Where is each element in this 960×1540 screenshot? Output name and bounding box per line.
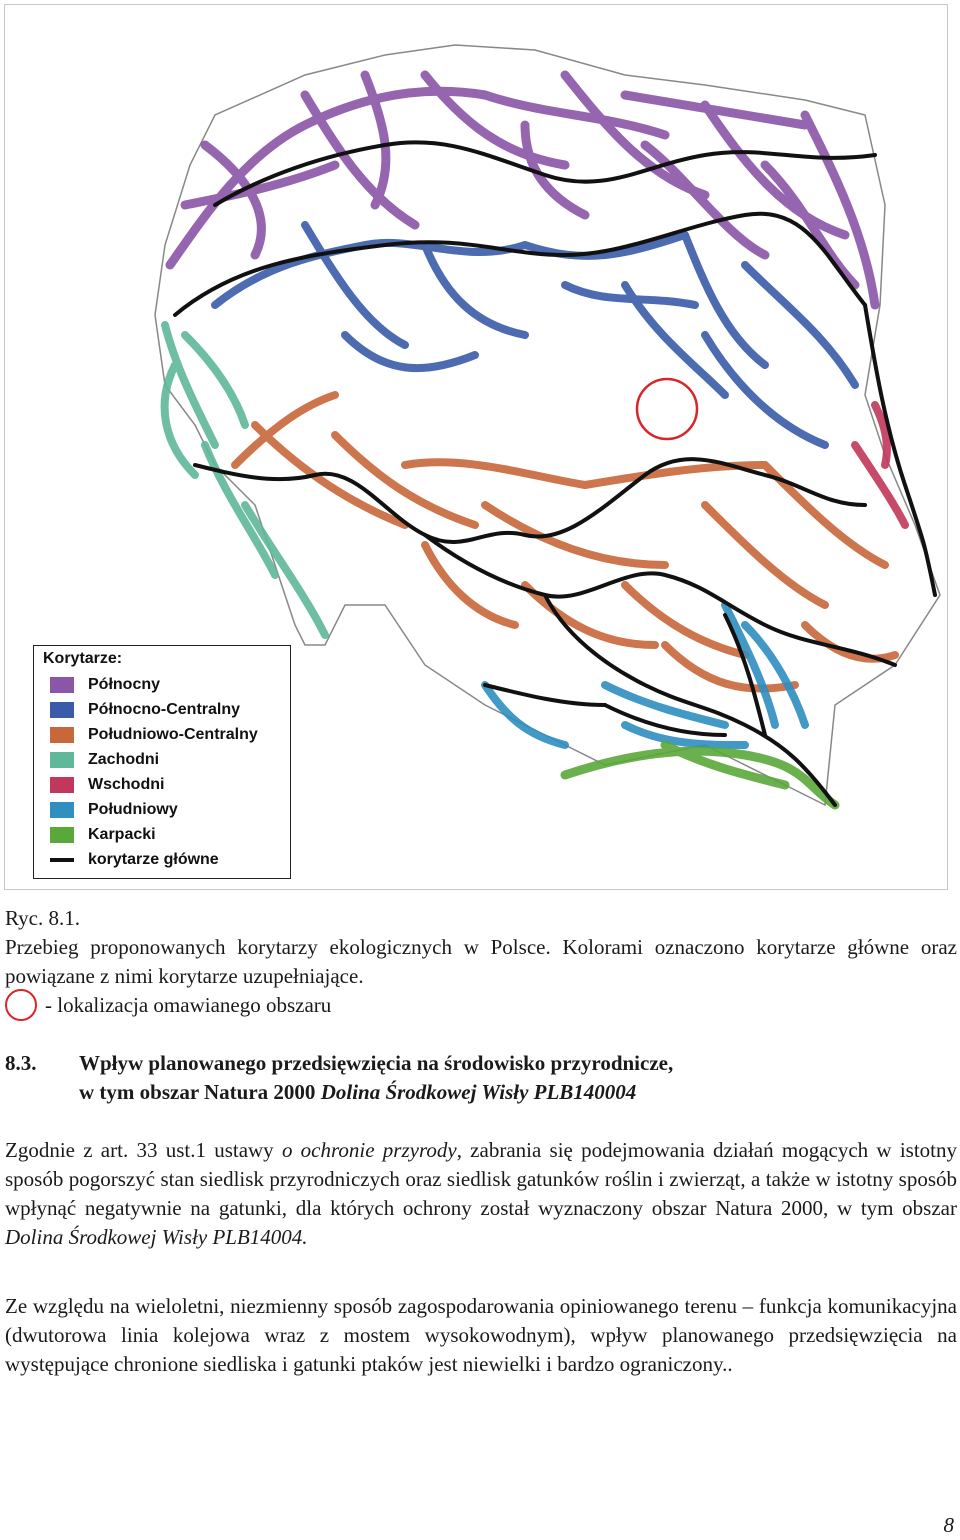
legend-label: Północno-Centralny xyxy=(88,701,241,718)
legend-swatch xyxy=(50,827,74,843)
legend-label: Południowy xyxy=(88,801,178,818)
section-title-line2 xyxy=(79,1078,636,1107)
legend-swatch xyxy=(50,702,74,718)
legend-item xyxy=(50,724,258,746)
section-title-line1: Wpływ planowanego przedsięwzięcia na środowisko przyrodnicze, xyxy=(79,1051,674,1075)
legend-item xyxy=(50,674,160,696)
section-number: 8.3. xyxy=(5,1051,37,1075)
section-title-line2-italic: Dolina Środkowej Wisły PLB140004 xyxy=(320,1080,637,1104)
paragraph-text: , zabrania się podejmowania działań mogących w istotny sposób pogorszyć stan siedlisk przyrodniczych oraz siedlisk gatunków roślin i zwierząt, a także w istotny sposób wpłynąć negatywnie na gatunki, dla których ochrony został wyznaczony obszar Natura 2000, w tym obszar xyxy=(5,1138,958,1220)
legend-label: Zachodni xyxy=(88,751,160,768)
legend-title: Korytarze: xyxy=(43,650,123,667)
map-legend xyxy=(33,645,291,879)
paragraph-impact-assessment: Ze względu na wieloletni, niezmienny sposób zagospodarowania opiniowanego terenu – funkcja komunikacyjna (dwutorowa linia kolejowa wraz z mostem wysokowodnym), wpływ planowanego przedsięwzięcia na występujące chronione siedliska i gatunki ptaków jest niewielki i bardzo ograniczony.. xyxy=(5,1294,957,1376)
legend-swatch xyxy=(50,752,74,768)
legend-item xyxy=(50,749,159,771)
legend-label: korytarze główne xyxy=(88,851,219,868)
legend-swatch-line xyxy=(50,858,74,862)
legend-label: Południowo-Centralny xyxy=(88,726,258,743)
paragraph-legal-basis xyxy=(5,1136,957,1252)
paragraph-italic: o ochronie przyrody xyxy=(281,1138,457,1162)
legend-item xyxy=(50,799,178,821)
legend-swatch xyxy=(50,677,74,693)
legend-swatch xyxy=(50,802,74,818)
legend-swatch xyxy=(50,727,74,743)
section-title-line2-prefix: w tym obszar Natura 2000 xyxy=(79,1080,321,1104)
location-marker-icon xyxy=(5,989,37,1021)
figure-caption-marker-note xyxy=(5,989,331,1021)
legend-swatch xyxy=(50,777,74,793)
corridor-map-figure xyxy=(4,4,948,890)
legend-item xyxy=(50,774,164,796)
marker-note-text: - lokalizacja omawianego obszaru xyxy=(45,992,332,1017)
figure-caption-label: Ryc. 8.1. xyxy=(5,906,80,930)
page-number: 8 xyxy=(943,1513,954,1537)
paragraph-text: Zgodnie z art. 33 ust.1 ustawy xyxy=(5,1138,282,1162)
figure-caption-description: Przebieg proponowanych korytarzy ekologicznych w Polsce. Kolorami oznaczono korytarze główne oraz powiązane z nimi korytarze uzupełniające. xyxy=(5,935,957,988)
legend-label: Wschodni xyxy=(88,776,165,793)
paragraph-italic: Dolina Środkowej Wisły PLB14004. xyxy=(5,1225,308,1249)
legend-label: Karpacki xyxy=(88,826,156,843)
legend-item xyxy=(50,699,240,721)
legend-item xyxy=(50,824,156,846)
legend-item xyxy=(50,849,219,871)
legend-label: Północny xyxy=(88,676,161,693)
